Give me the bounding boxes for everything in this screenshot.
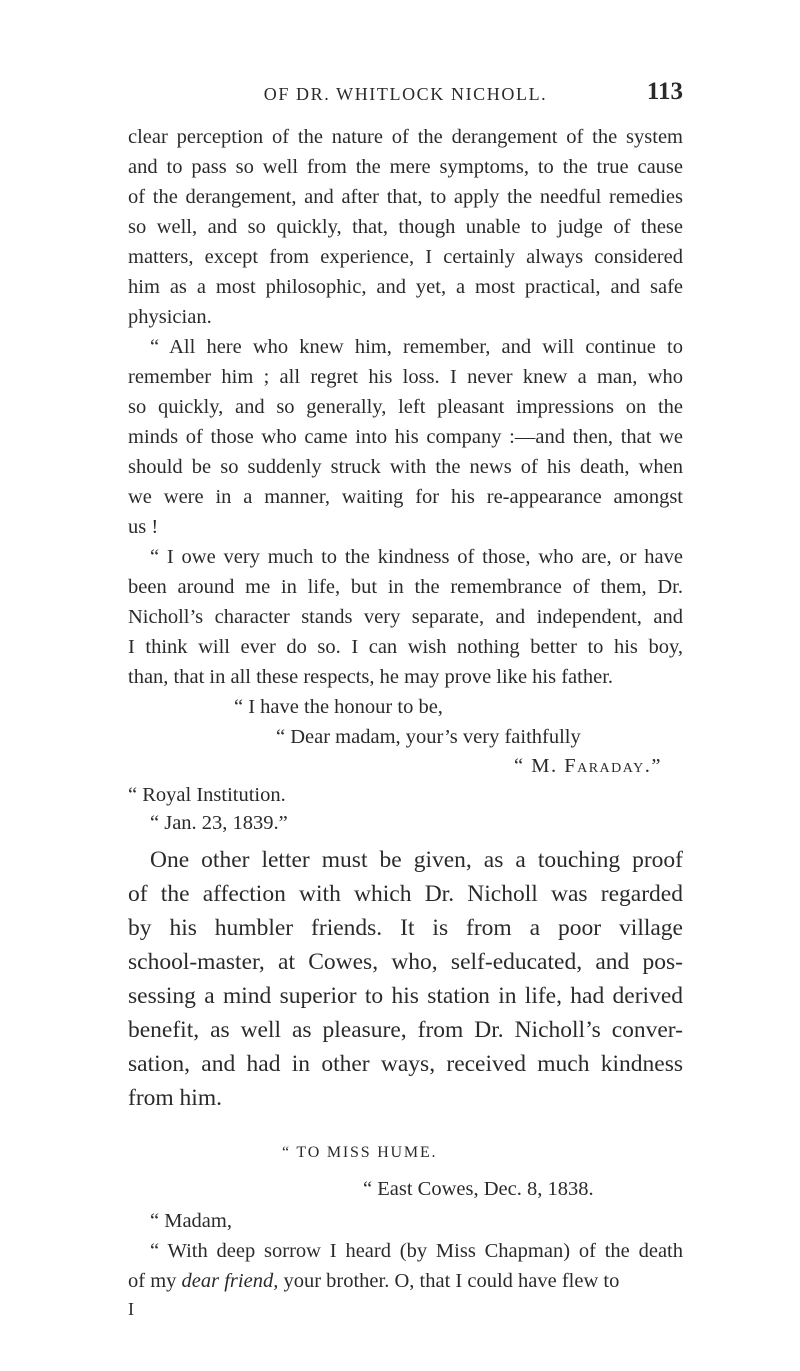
paragraph-line: I think will ever do so. I can wish nothing better to his boy, xyxy=(128,636,683,658)
paragraph-line: sation, and had in other ways, received much kindness xyxy=(128,1051,683,1077)
paragraph-line: so well, and so quickly, that, though unable to judge of these xyxy=(128,216,683,238)
closing-dear-madam: “ Dear madam, your’s very faithfully xyxy=(276,726,581,748)
paragraph-line: us ! xyxy=(128,516,159,538)
paragraph-line: “ All here who knew him, remember, and will continue to xyxy=(150,336,683,358)
paragraph-line: than, that in all these respects, he may prove like his father. xyxy=(128,666,614,688)
paragraph-line: physician. xyxy=(128,306,212,328)
emphasis-text: dear friend, xyxy=(181,1270,279,1292)
paragraph-line: been around me in life, but in the remembrance of them, Dr. xyxy=(128,576,683,598)
paragraph-line: we were in a manner, waiting for his re-appearance amongst xyxy=(128,486,683,508)
paragraph-line: clear perception of the nature of the derangement of the system xyxy=(128,126,683,148)
signature-mark: I xyxy=(128,1299,134,1319)
paragraph-line: by his humbler friends. It is from a poor village xyxy=(128,915,683,941)
paragraph-line: of the affection with which Dr. Nicholl was regarded xyxy=(128,881,683,907)
paragraph-line: remember him ; all regret his loss. I never knew a man, who xyxy=(128,366,683,388)
paragraph-line: should be so suddenly struck with the news of his death, when xyxy=(128,456,683,478)
paragraph-line: Nicholl’s character stands very separate, and independent, and xyxy=(128,606,683,628)
text-run: your brother. O, that I could have flew to xyxy=(278,1270,620,1292)
letter-heading: “ TO MISS HUME. xyxy=(282,1144,438,1161)
paragraph-line: sessing a mind superior to his station in life, had derived xyxy=(128,983,683,1009)
paragraph-line: “ I owe very much to the kindness of those, who are, or have xyxy=(150,546,683,568)
closing-institution: “ Royal Institution. xyxy=(128,784,286,806)
paragraph-line: minds of those who came into his company :—and then, that we xyxy=(128,426,683,448)
letter-place-date: “ East Cowes, Dec. 8, 1838. xyxy=(363,1178,594,1200)
paragraph-line: so quickly, and so generally, left pleasant impressions on the xyxy=(128,396,683,418)
paragraph-line xyxy=(128,1268,683,1294)
paragraph-line: One other letter must be given, as a touching proof xyxy=(150,847,683,873)
paragraph-line: benefit, as well as pleasure, from Dr. Nicholl’s conver- xyxy=(128,1017,683,1043)
paragraph-line: “ With deep sorrow I heard (by Miss Chapman) of the death xyxy=(150,1240,683,1262)
paragraph-line: from him. xyxy=(128,1085,222,1111)
closing-date: “ Jan. 23, 1839.” xyxy=(150,812,288,834)
running-head xyxy=(128,78,683,108)
signature: “ M. Faraday.” xyxy=(514,755,662,777)
text-run: of my xyxy=(128,1270,182,1292)
paragraph-line: of the derangement, and after that, to apply the needful remedies xyxy=(128,186,683,208)
paragraph-line: school-master, at Cowes, who, self-educated, and pos- xyxy=(128,949,683,975)
paragraph-line: matters, except from experience, I certainly always considered xyxy=(128,246,683,268)
letter-salutation: “ Madam, xyxy=(150,1210,232,1232)
paragraph-line: and to pass so well from the mere symptoms, to the true cause xyxy=(128,156,683,178)
running-head-title: OF DR. WHITLOCK NICHOLL. xyxy=(263,84,548,104)
closing-honour: “ I have the honour to be, xyxy=(234,696,443,718)
page-number: 113 xyxy=(646,78,683,105)
paragraph-line: him as a most philosophic, and yet, a most practical, and safe xyxy=(128,276,683,298)
